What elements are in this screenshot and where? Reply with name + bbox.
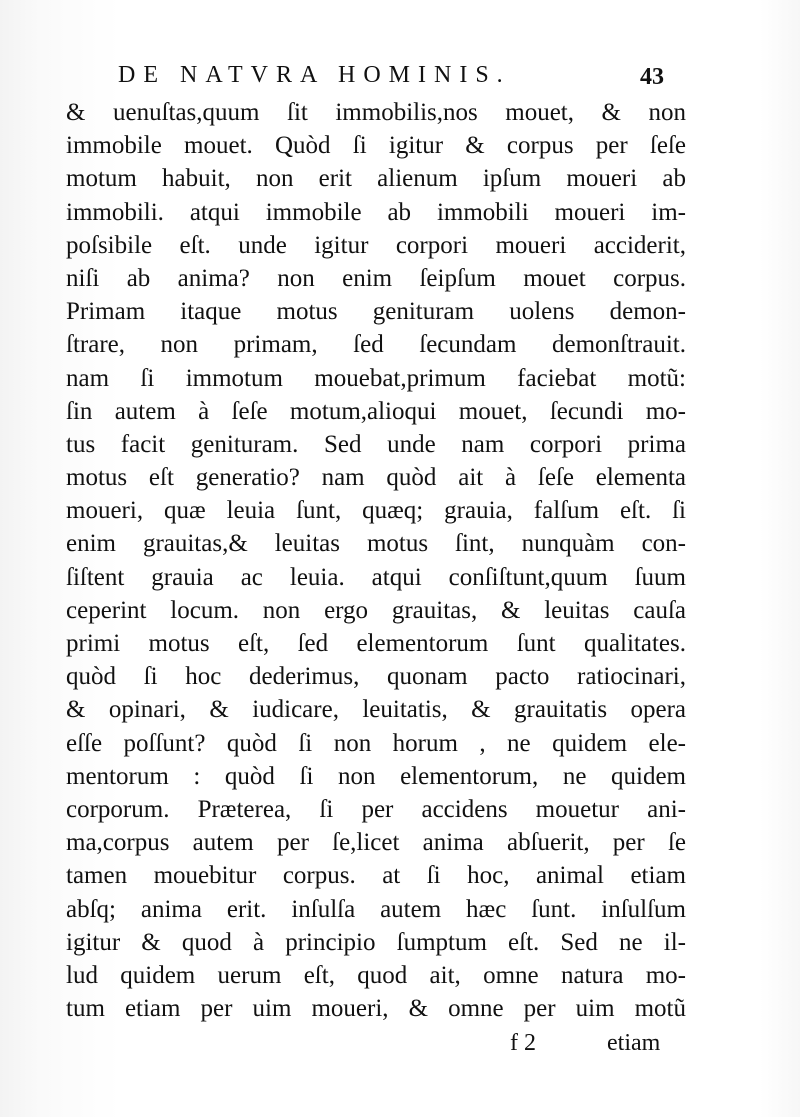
text-line: primi motus eſt, ſed elementorum ſunt qualitates. [66,630,686,657]
text-line: tum etiam per uim moueri, & omne per uim motũ [66,995,686,1023]
text-line: lud quidem uerum eſt, quod ait, omne natura mo- [66,961,686,989]
text-line: quòd ſi hoc dederimus, quonam pacto ratiocinari, [66,663,686,691]
text-line: Primam itaque motus genituram uolens demon- [66,298,686,326]
page-header [0,58,800,98]
page-number: 43 [640,64,664,90]
text-line: ſiſtent grauia ac leuia. atqui conſiſtunt,quum ſuum [66,563,686,591]
text-line: mentorum : quòd ſi non elementorum, ne quidem [66,762,686,790]
catchword: etiam [607,1030,661,1056]
text-line: ceperint locum. non ergo grauitas, & leuitas cauſa [66,596,686,624]
text-line: igitur & quod à principio ſumptum eſt. Sed ne il- [66,928,686,956]
text-line: enim grauitas,& leuitas motus ſint, nunquàm con- [66,530,686,558]
page-footer [0,1028,800,1068]
text-line: abſq; anima erit. inſulſa autem hæc ſunt. inſulſum [66,895,686,923]
text-line: ma,corpus autem per ſe,licet anima abſuerit, per ſe [66,829,686,857]
signature-mark: f 2 [510,1030,536,1056]
text-line: poſsibile eſt. unde igitur corpori moueri acciderit, [66,231,686,259]
text-line: nam ſi immotum mouebat,primum faciebat motũ: [66,364,686,392]
text-line: tus facit genituram. Sed unde nam corpori prima [66,430,686,458]
text-line: ſin autem à ſeſe motum,alioqui mouet, ſecundi mo- [66,397,686,425]
text-line: & opinari, & iudicare, leuitatis, & grauitatis opera [66,696,686,724]
text-line: tamen mouebitur corpus. at ſi hoc, animal etiam [66,862,686,890]
text-line: immobile mouet. Quòd ſi igitur & corpus per ſeſe [66,132,686,160]
text-line: niſi ab anima? non enim ſeipſum mouet corpus. [66,264,686,292]
text-line: motus eſt generatio? nam quòd ait à ſeſe elementa [66,464,686,492]
text-line: eſſe poſſunt? quòd ſi non horum , ne quidem ele- [66,729,686,757]
running-title: DE NATVRA HOMINIS. [118,62,511,88]
text-line: & uenuſtas,quum ſit immobilis,nos mouet, & non [66,99,686,126]
text-line: corporum. Præterea, ſi per accidens mouetur ani- [66,795,686,823]
text-line: moueri, quæ leuia ſunt, quæq; grauia, falſum eſt. ſi [66,497,686,525]
text-line: ſtrare, non primam, ſed ſecundam demonſtrauit. [66,331,686,359]
text-line: motum habuit, non erit alienum ipſum moueri ab [66,165,686,193]
body-text [66,96,686,1025]
text-line: immobili. atqui immobile ab immobili moueri im- [66,198,686,226]
